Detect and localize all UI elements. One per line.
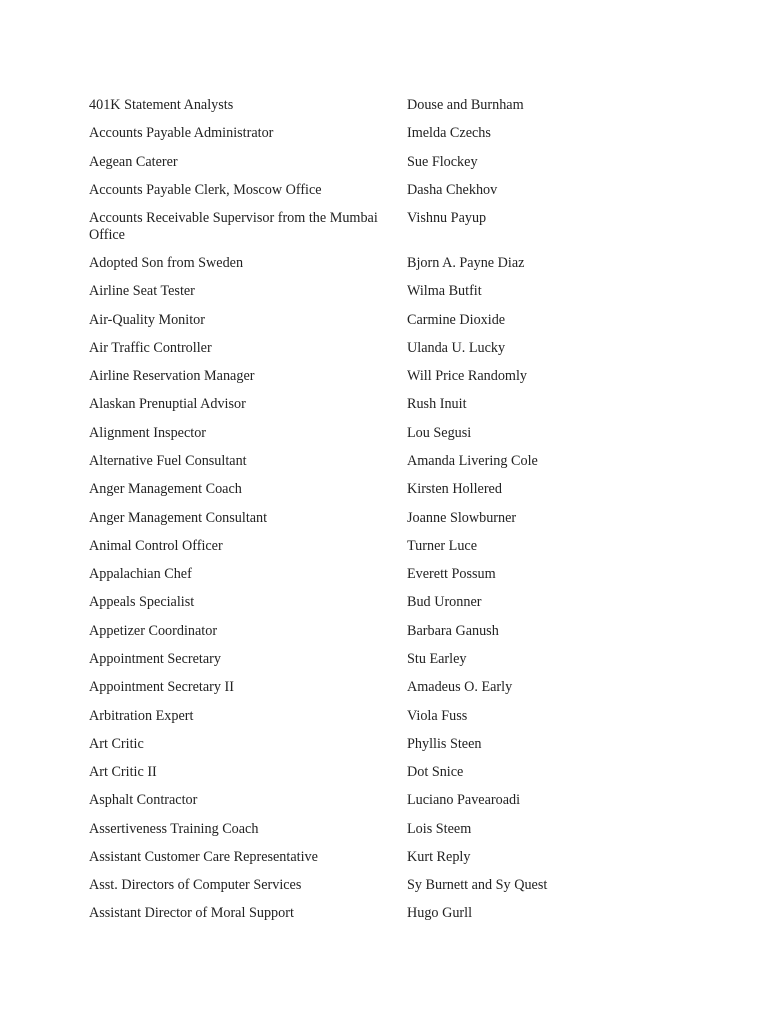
job-title-cell: Alternative Fuel Consultant [89,452,247,469]
job-title-cell: Art Critic [89,735,144,752]
person-name-cell: Barbara Ganush [407,622,499,639]
job-title-cell: Appalachian Chef [89,566,192,583]
job-title-cell: Art Critic II [89,764,157,781]
job-title-cell: Aegean Caterer [89,153,178,170]
job-title-cell: Anger Management Consultant [89,509,268,526]
job-title-cell: Accounts Payable Clerk, Moscow Office [89,181,322,198]
person-name-cell: Lois Steem [407,820,472,837]
person-name-cell: Amadeus O. Early [407,679,513,696]
job-title-cell: Airline Seat Tester [89,283,195,300]
table-row [89,708,709,736]
table-row [89,97,709,125]
person-name-cell: Bjorn A. Payne Diaz [407,255,525,271]
table-row [89,312,709,340]
job-title-cell: Arbitration Expert [89,707,194,724]
person-name-cell: Luciano Pavearoadi [407,792,521,809]
job-title-cell: Airline Reservation Manager [89,368,255,385]
table-row [89,210,709,255]
document-page [89,97,709,934]
table-row [89,821,709,849]
job-title-cell: Animal Control Officer [89,537,223,554]
table-row [89,792,709,820]
job-title-cell: Asst. Directors of Computer Services [89,877,302,894]
table-row [89,283,709,311]
person-name-cell: Everett Possum [407,566,496,583]
job-title-cell: Appointment Secretary [89,650,221,667]
person-name-cell: Stu Earley [407,650,467,667]
person-name-cell: Amanda Livering Cole [407,452,538,469]
job-title-cell: Alignment Inspector [89,424,207,441]
table-row [89,736,709,764]
person-name-cell: Viola Fuss [407,707,468,724]
person-name-cell: Wilma Butfit [407,283,482,300]
table-row [89,182,709,210]
job-title-cell: Adopted Son from Sweden [89,255,244,271]
table-row [89,566,709,594]
person-name-cell: Vishnu Payup [407,210,487,227]
table-row [89,764,709,792]
person-name-cell: Bud Uronner [407,594,482,611]
table-row [89,125,709,153]
person-name-cell: Joanne Slowburner [407,509,517,526]
person-name-cell: Imelda Czechs [407,125,491,142]
person-name-cell: Kurt Reply [407,848,471,865]
table-row [89,255,709,283]
job-title-cell: Air-Quality Monitor [89,311,205,328]
person-name-cell: Rush Inuit [407,396,467,413]
person-name-cell: Carmine Dioxide [407,311,506,328]
table-row [89,396,709,424]
person-name-cell: Douse and Burnham [407,97,524,113]
person-name-cell: Dasha Chekhov [407,181,498,198]
job-title-cell: Assistant Customer Care Representative [89,848,318,865]
person-name-cell: Lou Segusi [407,424,472,441]
table-row [89,425,709,453]
person-name-cell: Phyllis Steen [407,735,482,752]
table-row [89,453,709,481]
job-title-cell: 401K Statement Analysts [89,97,234,113]
table-row [89,877,709,905]
job-title-cell: Appeals Specialist [89,594,195,611]
table-body [89,97,709,934]
person-name-cell: Dot Snice [407,764,464,781]
table-row [89,849,709,877]
table-row [89,368,709,396]
job-title-cell: Appetizer Coordinator [89,622,218,639]
job-title-cell: Assertiveness Training Coach [89,820,259,837]
table-row [89,679,709,707]
job-title-cell: Assistant Director of Moral Support [89,905,294,922]
job-title-cell: Air Traffic Controller [89,339,212,356]
table-row [89,623,709,651]
job-title-cell: Alaskan Prenuptial Advisor [89,396,246,413]
person-name-cell: Will Price Randomly [407,368,528,385]
table-row [89,481,709,509]
job-title-cell: Accounts Payable Administrator [89,125,274,142]
person-name-cell: Sue Flockey [407,153,478,170]
job-title-cell: Accounts Receivable Supervisor from the Mumbai Office [89,210,378,243]
job-title-name-table [89,97,709,934]
job-title-cell: Anger Management Coach [89,481,242,498]
table-row [89,651,709,679]
person-name-cell: Turner Luce [407,537,478,554]
person-name-cell: Kirsten Hollered [407,481,502,498]
table-row [89,594,709,622]
job-title-cell: Appointment Secretary II [89,679,234,696]
table-row [89,510,709,538]
person-name-cell: Sy Burnett and Sy Quest [407,877,548,894]
person-name-cell: Ulanda U. Lucky [407,339,506,356]
table-row [89,340,709,368]
job-title-cell: Asphalt Contractor [89,792,198,809]
table-row [89,905,709,933]
person-name-cell: Hugo Gurll [407,905,473,922]
table-row [89,538,709,566]
table-row [89,154,709,182]
